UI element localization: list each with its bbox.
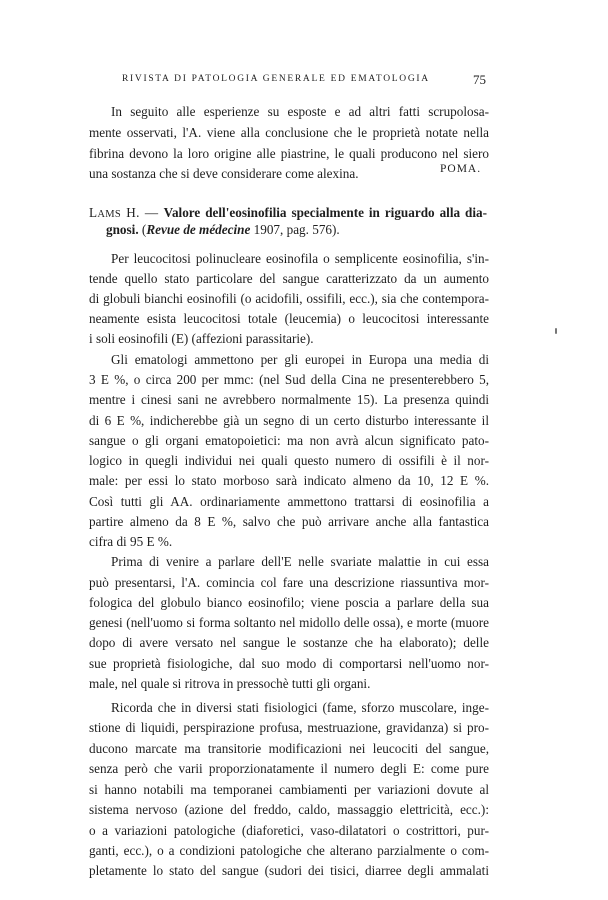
prev-line-2: mente osservati, l'A. viene alla conclusione che le proprietà notate nella <box>89 125 489 140</box>
page-number: 75 <box>473 72 486 87</box>
running-header: RIVISTA DI PATOLOGIA GENERALE ED EMATOLOGIA <box>122 74 430 84</box>
scan-speck <box>555 328 557 334</box>
prev-line-4: una sostanza che si deve considerare come alexina. <box>89 166 359 181</box>
prev-line-3: fibrina devono la loro origine alle piastrine, le quali producono nel siero <box>89 146 489 161</box>
p2-line-8: Così tutti gli AA. ordinariamente ammettono trattarsi di eosinofilia a <box>89 494 489 509</box>
p1-line-3: di globuli bianchi eosinofili (o acidofili, ossifili, ecc.), sia che contempora- <box>89 291 489 306</box>
p3-line-6: sue proprietà fisiologiche, dal suo modo di comportarsi nell'uomo nor- <box>89 656 489 671</box>
p4-line-5: si hanno notabili ma temporanei cambiamenti per variazioni dovute al <box>89 782 489 797</box>
article-title: Valore dell'eosinofilia specialmente in riguardo alla dia- <box>163 205 488 220</box>
p4-line-3: ducono marcate ma transitorie modificazioni nei leucociti del sangue, <box>89 741 489 756</box>
p4-line-8: ganti, ecc.), o a condizioni patologiche che alterano parzialmente o com- <box>89 843 489 858</box>
p2-line-4: di 6 E %, indicherebbe già un segno di un certo disturbo interessante il <box>89 413 489 428</box>
reviewer-signature: POMA. <box>440 163 482 175</box>
p2-line-1: Gli ematologi ammettono per gli europei in Europa una media di <box>111 352 489 367</box>
p1-line-1: Per leucocitosi polinucleare eosinofila o semplicente eosinofilia, s'in- <box>111 251 489 266</box>
p3-line-4: genesi (nell'uomo si forma soltanto nel midollo delle ossa), e morte (muore <box>89 615 489 630</box>
p4-line-1: Ricorda che in diversi stati fisiologici (fame, sforzo muscolare, inge- <box>111 700 489 715</box>
p4-line-9: pletamente lo stato del sangue (sudori dei tisici, diarree degli ammalati <box>89 863 489 878</box>
article-heading-line-2: gnosi. (Revue de médecine 1907, pag. 576). <box>106 222 340 237</box>
article-heading-line-1 <box>89 205 487 223</box>
article-author: LAMS H. — <box>89 205 164 220</box>
p2-line-5: sangue o gli organi ematopoietici: ma non avrà alcun significato pato- <box>89 433 489 448</box>
p1-line-4: neamente esista leucocitosi totale (leucemia) o leucocitosi interessante <box>89 311 489 326</box>
article-source: Revue de médecine <box>146 222 251 237</box>
p1-line-5: i soli eosinofili (E) (affezioni parassitarie). <box>89 331 314 346</box>
p3-line-2: può presentarsi, l'A. comincia col fare una descrizione riassuntiva mor- <box>89 575 489 590</box>
p3-line-1: Prima di venire a parlare dell'E nelle svariate malattie in cui essa <box>111 554 489 569</box>
p4-line-6: sistema nervoso (azione del freddo, caldo, massaggio elettricità, ecc.): <box>89 802 489 817</box>
p4-line-2: stione di liquidi, perspirazione profusa, mestruazione, gravidanza) si pro- <box>89 720 489 735</box>
p1-line-2: tende quello stato particolare del sangue caratterizzato da un aumento <box>89 271 489 286</box>
p2-line-6: logico in quegli individui nei quali questo numero di ossifili è il nor- <box>89 453 489 468</box>
p3-line-3: fologica del globulo bianco eosinofilo; viene poscia a parlare della sua <box>89 595 489 610</box>
p2-line-10: cifra di 95 E %. <box>89 534 173 549</box>
p4-line-4: senza però che varii proporzionatamente il numero degli E: come pure <box>89 761 489 776</box>
article-title-cont: gnosi. <box>106 222 139 237</box>
p2-line-2: 3 E %, o circa 200 per mmc: (nel Sud della Cina ne presenterebbero 5, <box>89 372 489 387</box>
p3-line-5: dopo di avere versato nel sangue le sostanze che ha elaborato); delle <box>89 635 489 650</box>
p2-line-3: mentre i cinesi sani ne avrebbero normalmente 15). La presenza quindi <box>89 392 489 407</box>
p4-line-7: o a variazioni patologiche (diaforetici, vaso-dilatatori o costrittori, pur- <box>89 823 489 838</box>
prev-line-1: In seguito alle esperienze su esposte e ad altri fatti scrupolosa- <box>111 104 489 119</box>
p2-line-9: partire almeno da 8 E %, salvo che può arrivare anche alla fantastica <box>89 514 489 529</box>
p3-line-7: male, nel quale si ritrova in pressochè tutti gli organi. <box>89 676 371 691</box>
p2-line-7: male: per essi lo stato morboso sarà indicato almeno da 10, 12 E %. <box>89 473 489 488</box>
